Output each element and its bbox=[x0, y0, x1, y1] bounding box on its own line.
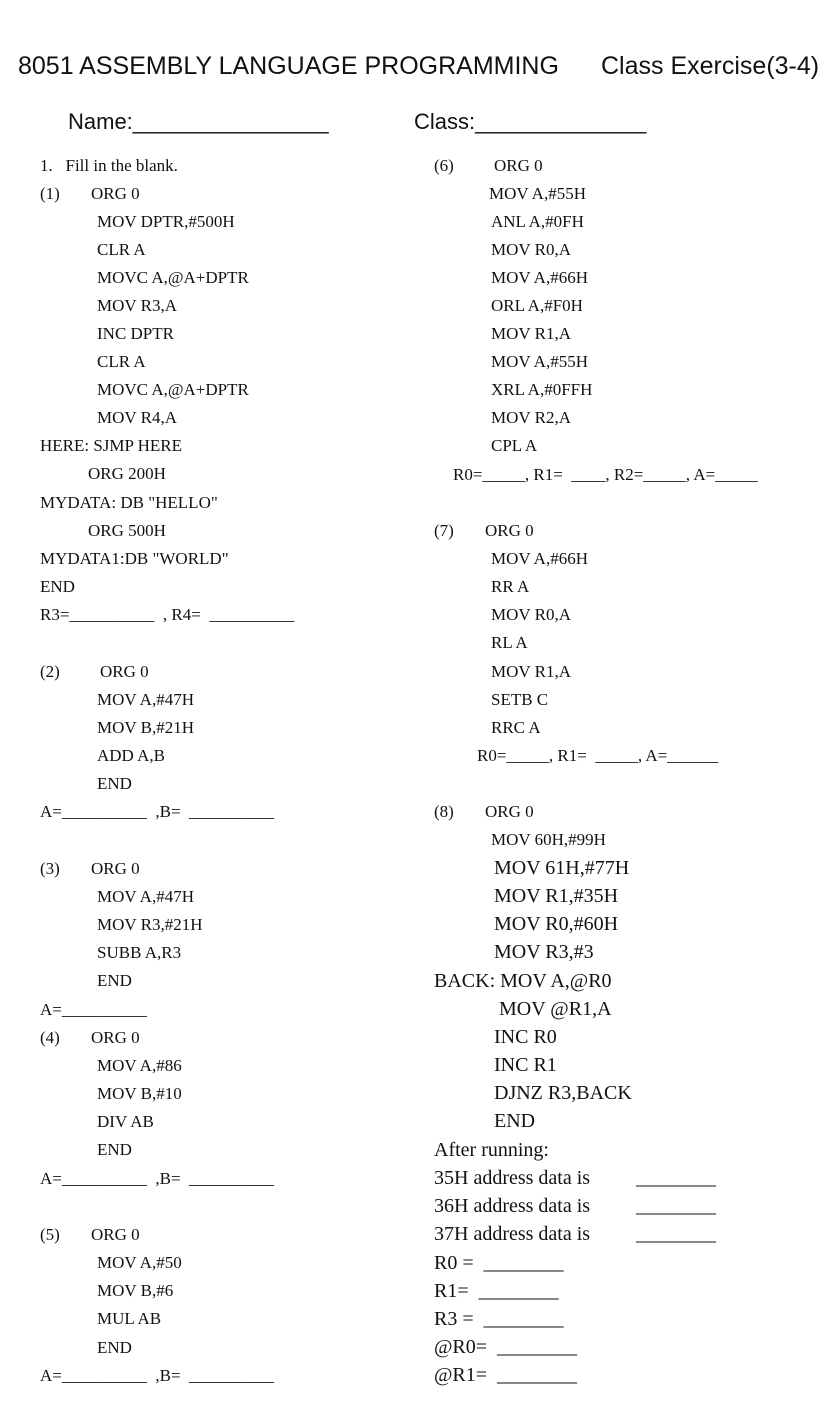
code-line: ORG 0 bbox=[91, 1225, 140, 1244]
answer-blank: ________ bbox=[636, 1223, 716, 1245]
page-title: 8051 ASSEMBLY LANGUAGE PROGRAMMING bbox=[18, 52, 559, 80]
code-line: DJNZ R3,BACK bbox=[494, 1082, 632, 1104]
answer-line: A=__________ ,B= __________ bbox=[40, 1366, 275, 1385]
exercise-label: Class Exercise(3-4) bbox=[601, 52, 820, 80]
code-line: CLR A bbox=[97, 352, 146, 371]
code-line: END bbox=[97, 971, 132, 990]
answer-blank: ________ bbox=[636, 1167, 716, 1189]
code-line: ADD A,B bbox=[97, 746, 166, 765]
name-field: Name:________________ bbox=[68, 109, 329, 134]
code-line: ORG 0 bbox=[91, 1028, 140, 1047]
answer-line: @R1= ________ bbox=[434, 1364, 578, 1386]
code-line: SUBB A,R3 bbox=[97, 943, 182, 962]
code-line: BACK: MOV A,@R0 bbox=[434, 970, 612, 992]
code-line: HERE: SJMP HERE bbox=[40, 436, 183, 455]
code-line: ORG 0 bbox=[100, 662, 149, 681]
problem-number: (1) bbox=[40, 184, 60, 203]
code-line: SETB C bbox=[491, 690, 549, 709]
code-line: END bbox=[97, 1338, 132, 1357]
after-running-label: After running: bbox=[434, 1139, 549, 1161]
code-line: RRC A bbox=[491, 718, 541, 737]
code-line: MYDATA1:DB "WORLD" bbox=[40, 549, 229, 568]
code-line: MOV 60H,#99H bbox=[491, 830, 606, 849]
problem-number: (7) bbox=[434, 521, 454, 540]
code-line: MOV R1,A bbox=[491, 324, 571, 343]
code-line: MOV R0,A bbox=[491, 605, 571, 624]
code-line: MOVC A,@A+DPTR bbox=[97, 268, 249, 287]
problem-number: (5) bbox=[40, 1225, 60, 1244]
code-line: CLR A bbox=[97, 240, 146, 259]
answer-line: R1= ________ bbox=[434, 1280, 559, 1302]
code-line: ORG 200H bbox=[88, 464, 166, 483]
code-line: MOV R3,#21H bbox=[97, 915, 203, 934]
code-line: INC DPTR bbox=[97, 324, 174, 343]
code-line: MOV A,#55H bbox=[491, 352, 588, 371]
code-line: ORL A,#F0H bbox=[491, 296, 583, 315]
code-line: ORG 0 bbox=[494, 156, 543, 175]
answer-line: R0 = ________ bbox=[434, 1252, 564, 1274]
code-line: MYDATA: DB "HELLO" bbox=[40, 493, 218, 512]
code-line: END bbox=[97, 774, 132, 793]
code-line: MOV A,#47H bbox=[97, 690, 194, 709]
code-line: MOV A,#55H bbox=[489, 184, 586, 203]
code-line: INC R1 bbox=[494, 1054, 557, 1076]
answer-line: A=__________ bbox=[40, 1000, 147, 1019]
code-line: INC R0 bbox=[494, 1026, 557, 1048]
code-line: MOV R2,A bbox=[491, 408, 571, 427]
code-line: MOV 61H,#77H bbox=[494, 857, 630, 879]
code-line: END bbox=[97, 1140, 132, 1159]
code-line: RL A bbox=[491, 633, 528, 652]
code-line: END bbox=[494, 1110, 536, 1132]
instruction-text: 1. Fill in the blank. bbox=[40, 156, 178, 175]
problem-number: (2) bbox=[40, 662, 60, 681]
code-line: CPL A bbox=[491, 436, 538, 455]
problem-number: (3) bbox=[40, 859, 60, 878]
answer-line: A=__________ ,B= __________ bbox=[40, 1169, 275, 1188]
answer-line: R0=_____, R1= ____, R2=_____, A=_____ bbox=[453, 465, 758, 484]
code-line: DIV AB bbox=[97, 1112, 154, 1131]
problem-number: (6) bbox=[434, 156, 454, 175]
code-line: MUL AB bbox=[97, 1309, 162, 1328]
code-line: END bbox=[40, 577, 75, 596]
address-label: 36H address data is bbox=[434, 1195, 591, 1217]
address-label: 35H address data is bbox=[434, 1167, 591, 1189]
answer-line: @R0= ________ bbox=[434, 1336, 578, 1358]
address-label: 37H address data is bbox=[434, 1223, 591, 1245]
answer-line: A=__________ ,B= __________ bbox=[40, 802, 275, 821]
problem-number: (4) bbox=[40, 1028, 60, 1047]
code-line: MOV R1,A bbox=[491, 662, 571, 681]
code-line: ORG 500H bbox=[88, 521, 166, 540]
code-line: MOV B,#10 bbox=[97, 1084, 182, 1103]
answer-line: R3=__________ , R4= __________ bbox=[40, 605, 295, 624]
code-line: MOV R3,A bbox=[97, 296, 177, 315]
code-line: ORG 0 bbox=[91, 859, 140, 878]
code-line: MOV A,#66H bbox=[491, 268, 588, 287]
code-line: MOV @R1,A bbox=[499, 998, 612, 1020]
answer-line: R3 = ________ bbox=[434, 1308, 564, 1330]
code-line: MOV A,#86 bbox=[97, 1056, 182, 1075]
code-line: ORG 0 bbox=[485, 521, 534, 540]
code-line: ORG 0 bbox=[91, 184, 140, 203]
code-line: MOV B,#6 bbox=[97, 1281, 174, 1300]
code-line: MOV R4,A bbox=[97, 408, 177, 427]
code-line: MOV A,#50 bbox=[97, 1253, 182, 1272]
code-line: MOV R0,#60H bbox=[494, 913, 619, 935]
code-line: RR A bbox=[491, 577, 530, 596]
answer-blank: ________ bbox=[636, 1195, 716, 1217]
class-field: Class:______________ bbox=[414, 109, 647, 134]
answer-line: R0=_____, R1= _____, A=______ bbox=[477, 746, 719, 765]
code-line: XRL A,#0FFH bbox=[491, 380, 593, 399]
code-line: MOVC A,@A+DPTR bbox=[97, 380, 249, 399]
code-line: MOV R1,#35H bbox=[494, 885, 619, 907]
code-line: MOV A,#66H bbox=[491, 549, 588, 568]
problem-number: (8) bbox=[434, 802, 454, 821]
code-line: MOV B,#21H bbox=[97, 718, 194, 737]
code-line: MOV A,#47H bbox=[97, 887, 194, 906]
code-line: ANL A,#0FH bbox=[491, 212, 584, 231]
code-line: MOV R3,#3 bbox=[494, 941, 594, 963]
code-line: MOV DPTR,#500H bbox=[97, 212, 235, 231]
code-line: MOV R0,A bbox=[491, 240, 571, 259]
code-line: ORG 0 bbox=[485, 802, 534, 821]
